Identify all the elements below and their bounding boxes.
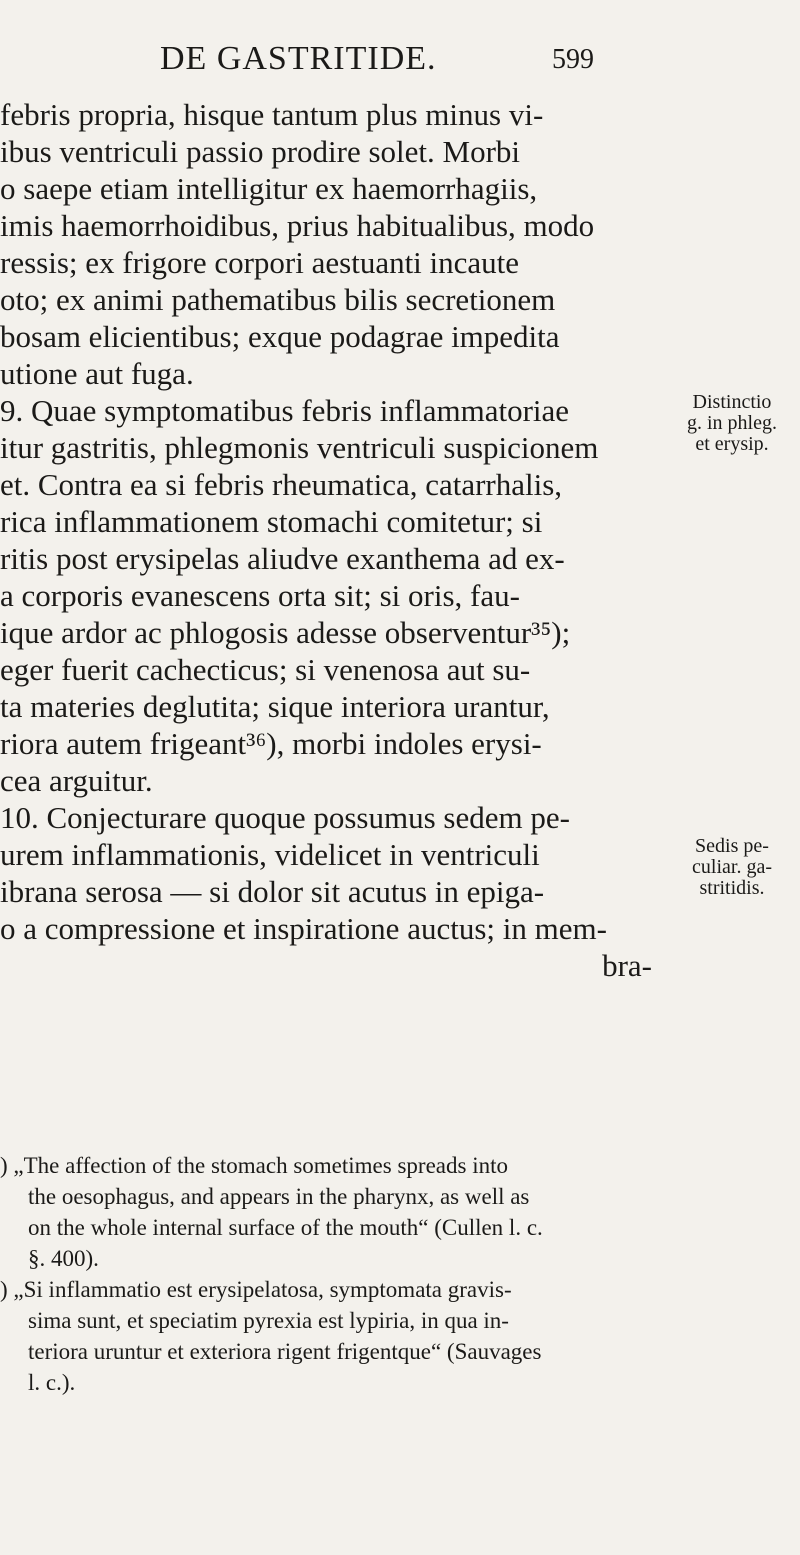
margin-note-sedis	[664, 836, 800, 899]
text-line: a corporis evanescens orta sit; si oris, fau-	[0, 578, 520, 613]
footnote-line: on the whole internal surface of the mouth“ (Cullen l. c.	[28, 1215, 543, 1240]
footnote-line: §. 400).	[28, 1246, 99, 1271]
text-line: urem inflammationis, videlicet in ventriculi	[0, 837, 540, 872]
text-line: utione aut fuga.	[0, 356, 194, 391]
text-line: oto; ex animi pathematibus bilis secretionem	[0, 282, 556, 317]
margin-line: Distinctio	[692, 391, 772, 413]
text-line: bosam elicientibus; exque podagrae impedita	[0, 319, 560, 354]
margin-line: Sedis pe-	[695, 835, 769, 857]
text-line: ta materies deglutita; sique interiora urantur,	[0, 689, 550, 724]
text-line: ritis post erysipelas aliudve exanthema ad ex-	[0, 541, 565, 576]
text-line: ibrana serosa — si dolor sit acutus in epiga-	[0, 874, 545, 909]
footnote-line: ) „The affection of the stomach sometimes spreads into	[0, 1153, 508, 1178]
text-line: riora autem frigeant³⁶), morbi indoles erysi-	[0, 726, 542, 761]
footnote-line: the oesophagus, and appears in the pharynx, as well as	[28, 1184, 530, 1209]
text-line: cea arguitur.	[0, 763, 153, 798]
text-line: itur gastritis, phlegmonis ventriculi suspicionem	[0, 430, 599, 465]
margin-line: g. in phleg.	[687, 412, 777, 434]
footnotes	[0, 1150, 770, 1398]
text-line: eger fuerit cachecticus; si venenosa aut su-	[0, 652, 531, 687]
text-line: 10. Conjecturare quoque possumus sedem pe-	[0, 800, 570, 835]
footnote-line: sima sunt, et speciatim pyrexia est lypiria, in qua in-	[28, 1308, 509, 1333]
margin-line: culiar. ga-	[692, 856, 772, 878]
running-head: DE GASTRITIDE.	[160, 40, 437, 77]
margin-line: et erysip.	[695, 433, 769, 455]
text-line: imis haemorrhoidibus, prius habitualibus, modo	[0, 208, 595, 243]
main-text	[0, 96, 660, 984]
text-line: o saepe etiam intelligitur ex haemorrhagiis,	[0, 171, 538, 206]
text-line: et. Contra ea si febris rheumatica, catarrhalis,	[0, 467, 563, 502]
margin-line: stritidis.	[699, 877, 765, 899]
footnote-line: teriora uruntur et exteriora rigent frigentque“ (Sauvages	[28, 1339, 542, 1364]
page-number: 599	[552, 44, 594, 75]
page-header	[0, 40, 800, 90]
footnote-line: ) „Si inflammatio est erysipelatosa, symptomata gravis-	[0, 1277, 512, 1302]
text-line: febris propria, hisque tantum plus minus vi-	[0, 97, 544, 132]
footnote-line: l. c.).	[28, 1370, 76, 1395]
text-line: o a compressione et inspiratione auctus; in mem-	[0, 911, 607, 946]
text-line: ibus ventriculi passio prodire solet. Morbi	[0, 134, 521, 169]
margin-note-distinctio	[664, 392, 800, 455]
catchword: bra-	[602, 948, 652, 983]
text-line: rica inflammationem stomachi comitetur; si	[0, 504, 543, 539]
text-line: ressis; ex frigore corpori aestuanti incaute	[0, 245, 520, 280]
text-line: 9. Quae symptomatibus febris inflammatoriae	[0, 393, 570, 428]
text-line: ique ardor ac phlogosis adesse observentur³⁵);	[0, 615, 571, 650]
